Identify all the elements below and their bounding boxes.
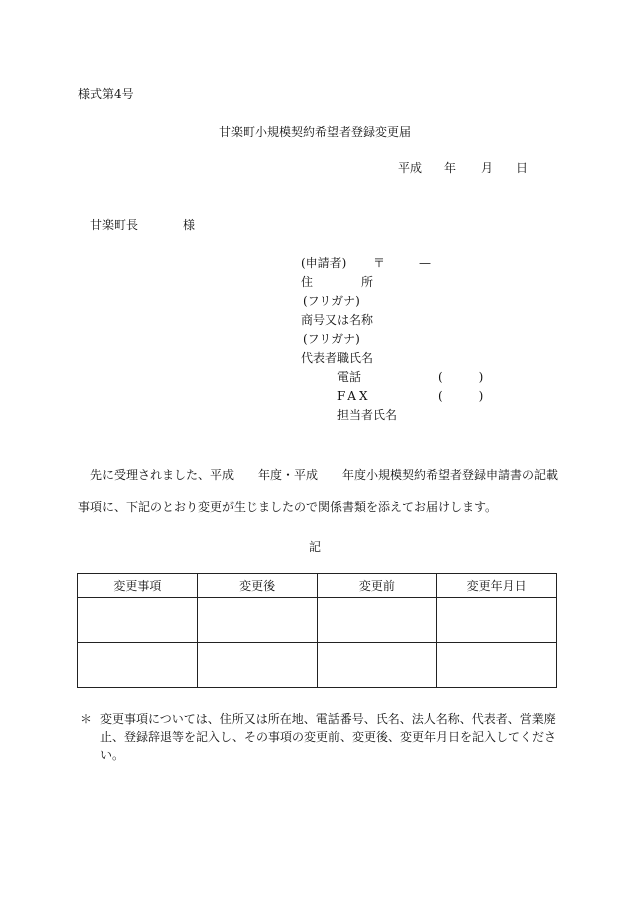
- note-text: 変更事項については、住所又は所在地、電話番号、氏名、法人名称、代表者、営業廃止、登録辞退等を記入し、その事項の変更前、変更後、変更年月日を記入してください。: [100, 712, 557, 762]
- furigana-label: (フリガナ): [303, 294, 360, 308]
- postal-dash: —: [419, 256, 431, 270]
- address-label-2: 所: [361, 275, 374, 289]
- table-cell: [317, 643, 437, 688]
- trade-name-label: 商号又は名称: [301, 313, 374, 327]
- addressee-honorific: 様: [183, 218, 196, 232]
- table-row: [78, 598, 557, 643]
- phone-paren: ( ): [438, 370, 484, 384]
- date-era: 平成: [398, 161, 423, 175]
- phone-label: 電話: [337, 370, 362, 384]
- body-paragraph: [78, 467, 558, 515]
- address-label-1: 住: [301, 275, 314, 289]
- form-number: 様式第4号: [78, 87, 134, 101]
- furigana-label: (フリガナ): [303, 332, 360, 346]
- date-day: 日: [516, 161, 529, 175]
- change-table: [77, 573, 557, 688]
- table-cell: [437, 598, 557, 643]
- fax-label: FAX: [337, 389, 371, 403]
- table-cell: [78, 598, 198, 643]
- table-header-row: [78, 574, 557, 598]
- table-cell: [437, 643, 557, 688]
- body-line: 事項に、下記のとおり変更が生じましたので関係書類を添えてお届けします。: [78, 500, 498, 514]
- representative-label: 代表者職氏名: [301, 351, 374, 365]
- ki-heading: 記: [308, 540, 321, 554]
- column-header: 変更前: [317, 574, 437, 598]
- body-line: 先に受理されました、平成 年度・平成 年度小規模契約希望者登録申請書の記載: [90, 468, 559, 482]
- fax-paren: ( ): [438, 389, 484, 403]
- table-cell: [197, 643, 317, 688]
- column-header: 変更年月日: [437, 574, 557, 598]
- document-title: 甘楽町小規模契約希望者登録変更届: [218, 125, 411, 139]
- contact-person-label: 担当者氏名: [337, 408, 398, 422]
- addressee-name: 甘楽町長: [90, 218, 139, 232]
- table-cell: [197, 598, 317, 643]
- table-cell: [78, 643, 198, 688]
- table-row: [78, 643, 557, 688]
- postal-mark: 〒: [373, 256, 386, 270]
- table-cell: [317, 598, 437, 643]
- note-asterisk: ＊: [80, 712, 93, 726]
- date-month: 月: [481, 161, 494, 175]
- column-header: 変更後: [197, 574, 317, 598]
- applicant-label: (申請者): [301, 256, 347, 270]
- column-header: 変更事項: [78, 574, 198, 598]
- date-year: 年: [444, 161, 457, 175]
